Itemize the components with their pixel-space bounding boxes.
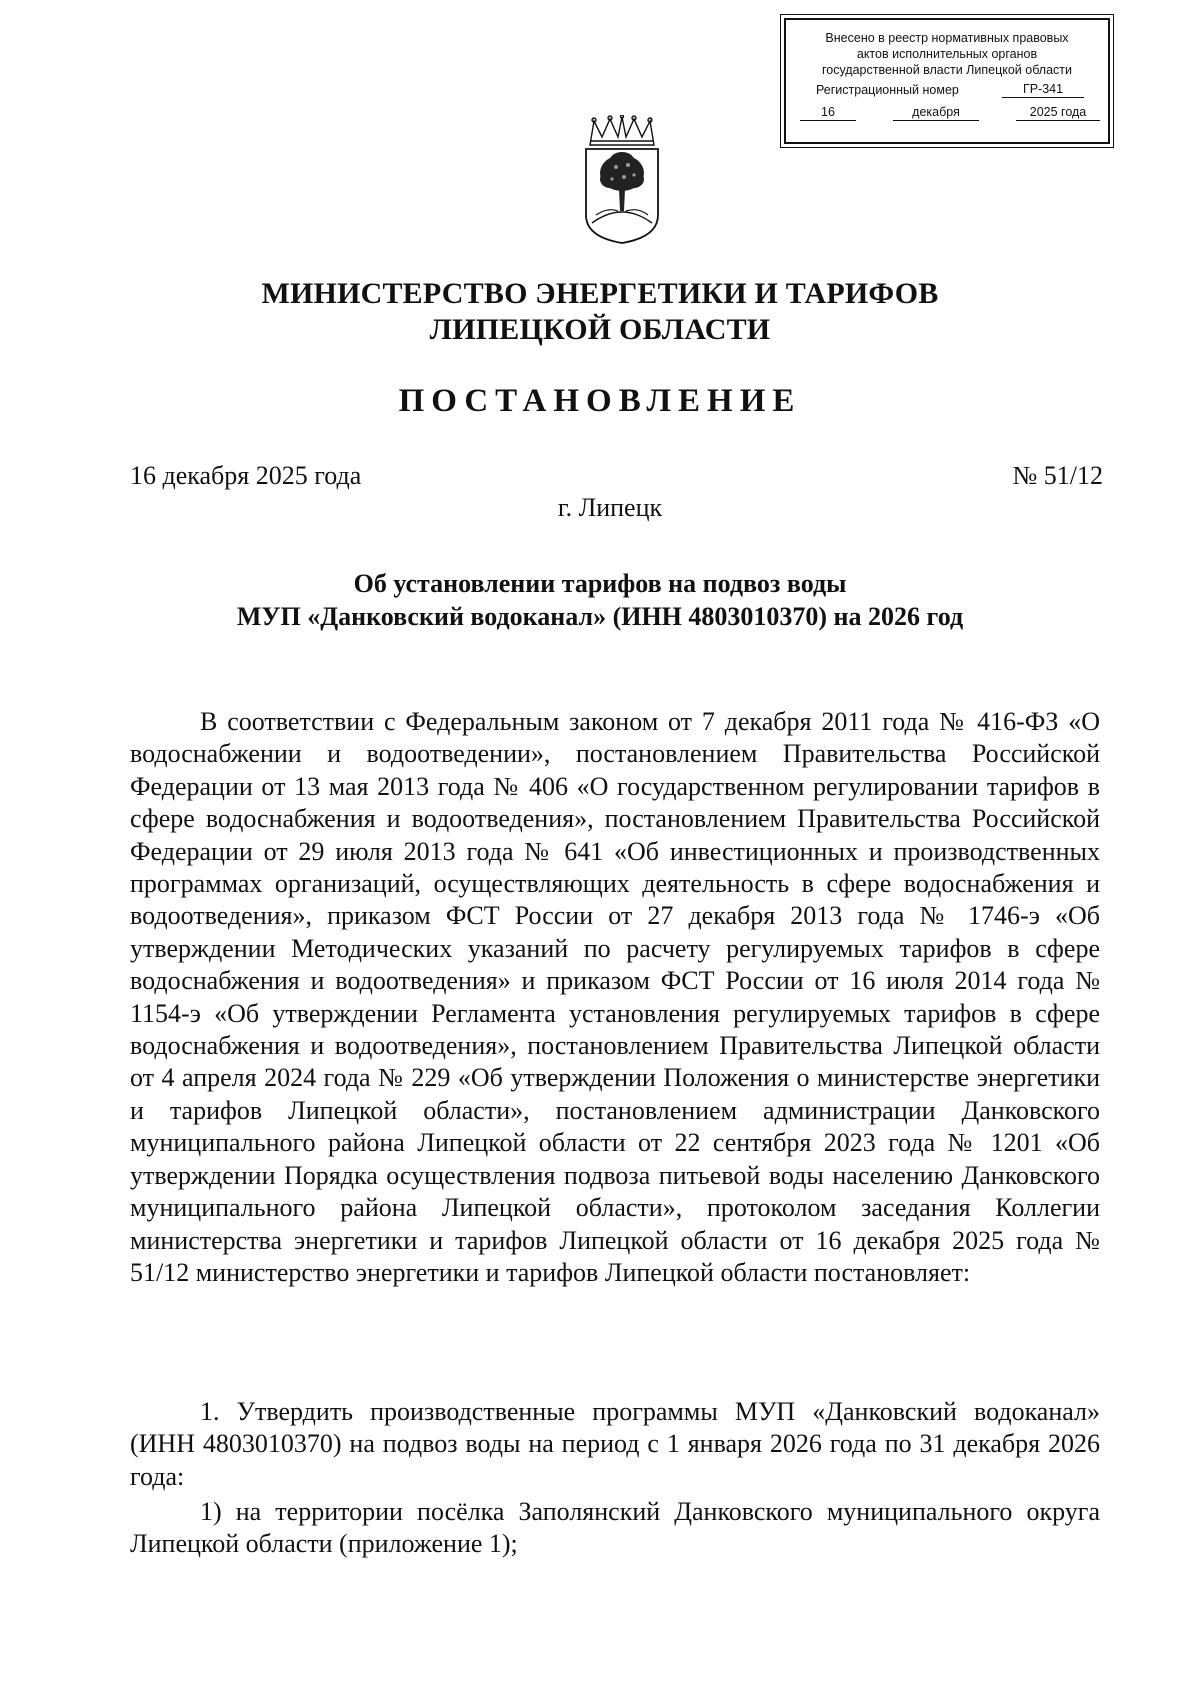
stamp-date-month: декабря [893,104,979,121]
document-title-line-2: МУП «Данковский водоканал» (ИНН 4803010370) на 2026 год [236,602,964,631]
preamble-paragraph: В соответствии с Федеральным законом от 7 декабря 2011 года № 416-ФЗ «О водоснабжении и водоотведении», постановлением Правительства Российской Федерации от 13 мая 2013 года № 406 «О государственном регулировании тарифов в сфере водоснабжения и водоотведения», постановлением Правительства Российской Федерации от 29 июля 2013 года № 641 «Об инвестиционных и производственных программах организаций, осуществляющих деятельность в сфере водоснабжения и водоотведения», приказом ФСТ России от 27 декабря 2013 года № 1746-э «Об утверждении Методических указаний по расчету регулируемых тарифов в сфере водоснабжения и водоотведения» и приказом ФСТ России от 16 июля 2014 года № 1154-э «Об утверждении Регламента установления регулируемых тарифов в сфере водоснабжения и водоотведения», постановлением Правительства Липецкой области от 4 апреля 2024 года № 229 «Об утверждении Положения о министерстве энергетики и тарифов Липецкой области», постановлением администрации Данковского муниципального района Липецкой области от 22 сентября 2023 года № 1201 «Об утверждении Порядка осуществления подвоза питьевой воды населению Данковского муниципального района Липецкой области», протоколом заседания Коллегии министерства энергетики и тарифов Липецкой области от 16 декабря 2025 года № 51/12 министерство энергетики и тарифов Липецкой области постановляет: [130,707,1100,1287]
item-1-paragraph: 1. Утвердить производственные программы МУП «Данковский водоканал» (ИНН 4803010370) на подвоз воды на период с 1 января 2026 года по 31 декабря 2026 года: [130,1397,1100,1491]
document-number: № 51/12 [1012,461,1103,490]
stamp-registration-label: Регистрационный номер [816,83,959,97]
stamp-line-1: Внесено в реестр нормативных правовых [825,31,1069,45]
document-title [0,567,1200,633]
document-type: ПОСТАНОВЛЕНИЕ [398,383,802,419]
stamp-date-row [786,104,1108,121]
ministry-name [0,276,1200,348]
lipetsk-coat-of-arms-icon [580,115,664,245]
stamp-line-3: государственной власти Липецкой области [821,63,1073,77]
ministry-name-line-2: ЛИПЕЦКОЙ ОБЛАСТИ [429,313,771,346]
stamp-registration-row [786,81,1108,98]
stamp-date-day: 16 [800,104,856,121]
item-1-1-paragraph: 1) на территории посёлка Заполянский Данковского муниципального округа Липецкой области (приложение 1); [130,1497,1100,1559]
ministry-name-line-1: МИНИСТЕРСТВО ЭНЕРГЕТИКИ И ТАРИФОВ [261,277,939,310]
document-title-line-1: Об установлении тарифов на подвоз воды [353,569,847,598]
registry-stamp [784,18,1110,144]
stamp-date-year: 2025 года [1016,104,1100,121]
document-city: г. Липецк [557,493,663,522]
document-date: 16 декабря 2025 года [130,461,362,490]
stamp-line-2: актов исполнительных органов [856,47,1038,61]
stamp-registration-number: ГР-341 [1002,81,1084,98]
